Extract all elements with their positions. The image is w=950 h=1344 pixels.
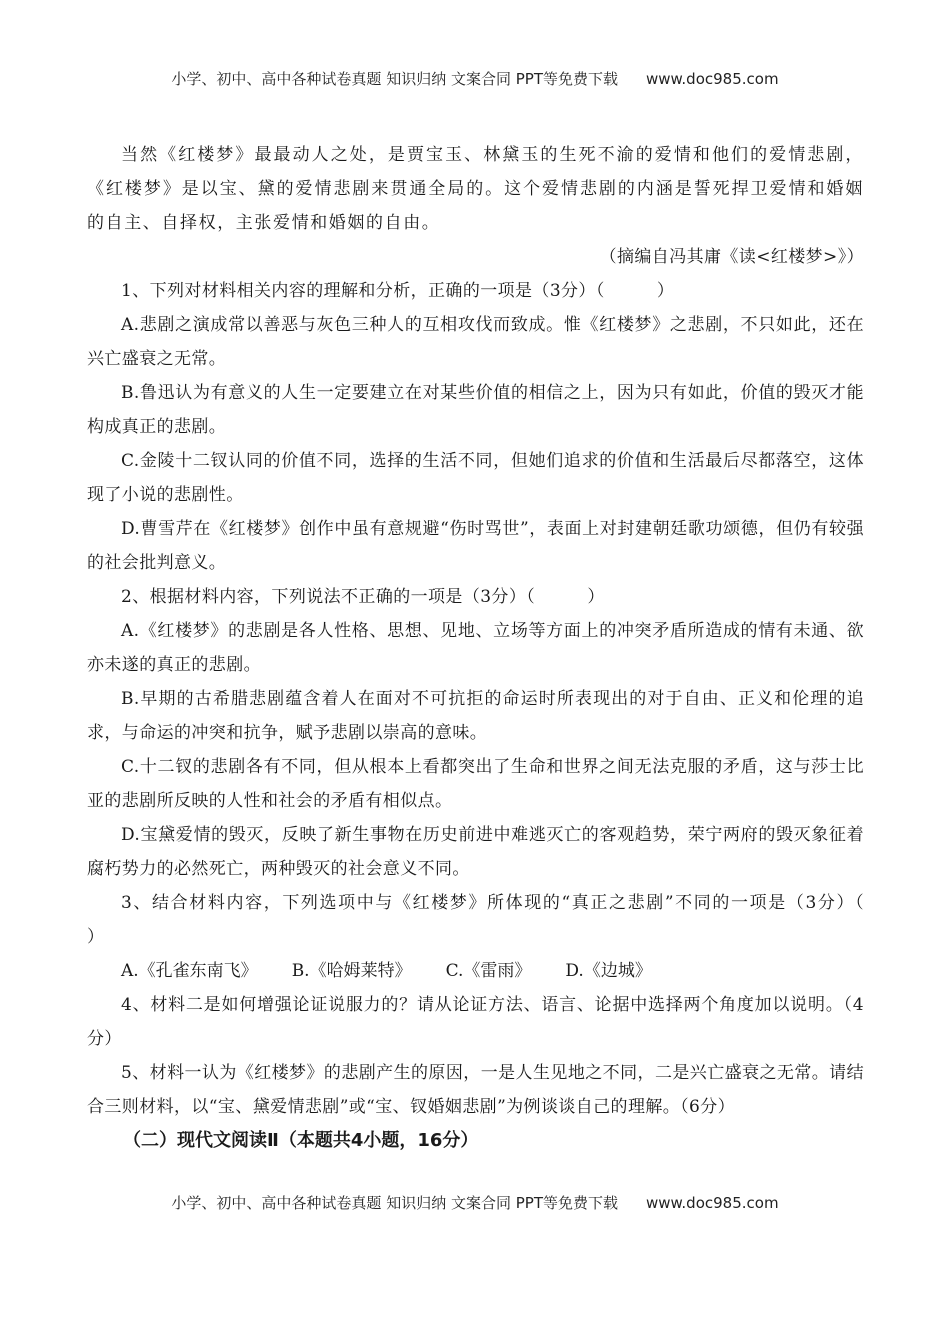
question-1-option-a: A.悲剧之演成常以善恶与灰色三种人的互相攻伐而致成。惟《红楼梦》之悲剧，不只如此，还在兴亡盛衰之无常。 [87,315,864,369]
question-3-option-b: B.《哈姆莱特》 [291,961,412,981]
question-2-option-d: D.宝黛爱情的毁灭，反映了新生事物在历史前进中难逃灭亡的客观趋势，荣宁两府的毁灭象征着腐朽势力的必然死亡，两种毁灭的社会意义不同。 [87,825,864,879]
page-header [0,68,950,89]
question-2-option-a: A.《红楼梦》的悲剧是各人性格、思想、见地、立场等方面上的冲突矛盾所造成的情有未通、欲亦未遂的真正的悲剧。 [87,621,864,675]
question-2-option-b: B.早期的古希腊悲剧蕴含着人在面对不可抗拒的命运时所表现出的对于自由、正义和伦理的追求，与命运的冲突和抗争，赋予悲剧以崇高的意味。 [87,689,864,743]
passage-paragraph: 当然《红楼梦》最最动人之处，是贾宝玉、林黛玉的生死不渝的爱情和他们的爱情悲剧，《红楼梦》是以宝、黛的爱情悲剧来贯通全局的。这个爱情悲剧的内涵是誓死捍卫爱情和婚姻的自主、自择权，主张爱情和婚姻的自由。 [87,145,864,233]
header-site: www.doc985.com [645,70,779,88]
footer-text: 小学、初中、高中各种试卷真题 知识归纳 文案合同 PPT等免费下载 [171,1194,618,1212]
document-body [87,138,917,1158]
question-5-stem: 5、材料一认为《红楼梦》的悲剧产生的原因，一是人生见地之不同，二是兴亡盛衰之无常。请结合三则材料，以“宝、黛爱情悲剧”或“宝、钗婚姻悲剧”为例谈谈自己的理解。（6分） [87,1063,864,1117]
question-1-option-c: C.金陵十二钗认同的价值不同，选择的生活不同，但她们追求的价值和生活最后尽都落空，这体现了小说的悲剧性。 [87,451,864,505]
passage-source: （摘编自冯其庸《读<红楼梦>》） [599,247,864,267]
header-text: 小学、初中、高中各种试卷真题 知识归纳 文案合同 PPT等免费下载 [171,70,618,88]
question-1-option-b: B.鲁迅认为有意义的人生一定要建立在对某些价值的相信之上，因为只有如此，价值的毁灭才能构成真正的悲剧。 [87,383,864,437]
question-4-stem: 4、材料二是如何增强论证说服力的？请从论证方法、语言、论据中选择两个角度加以说明。（4分） [87,995,864,1049]
question-2-stem: 2、根据材料内容，下列说法不正确的一项是（3分）（ ） [121,587,605,607]
question-1-option-d: D.曹雪芹在《红楼梦》创作中虽有意规避“伤时骂世”，表面上对封建朝廷歌功颂德，但仍有较强的社会批判意义。 [87,519,864,573]
question-3-options [87,954,864,988]
question-3-option-d: D.《边城》 [565,961,652,981]
question-2-option-c: C.十二钗的悲剧各有不同，但从根本上看都突出了生命和世界之间无法克服的矛盾，这与莎士比亚的悲剧所反映的人性和社会的矛盾有相似点。 [87,757,864,811]
question-3-stem: 3、结合材料内容，下列选项中与《红楼梦》所体现的“真正之悲剧”不同的一项是（3分）（ ） [87,893,917,947]
section-heading: （二）现代文阅读Ⅱ（本题共4小题，16分） [123,1130,479,1151]
question-1-stem: 1、下列对材料相关内容的理解和分析，正确的一项是（3分）（ ） [121,281,675,301]
footer-site: www.doc985.com [645,1194,779,1212]
question-3-option-c: C.《雷雨》 [445,961,532,981]
question-3-option-a: A.《孔雀东南飞》 [121,961,258,981]
page-footer [0,1192,950,1213]
